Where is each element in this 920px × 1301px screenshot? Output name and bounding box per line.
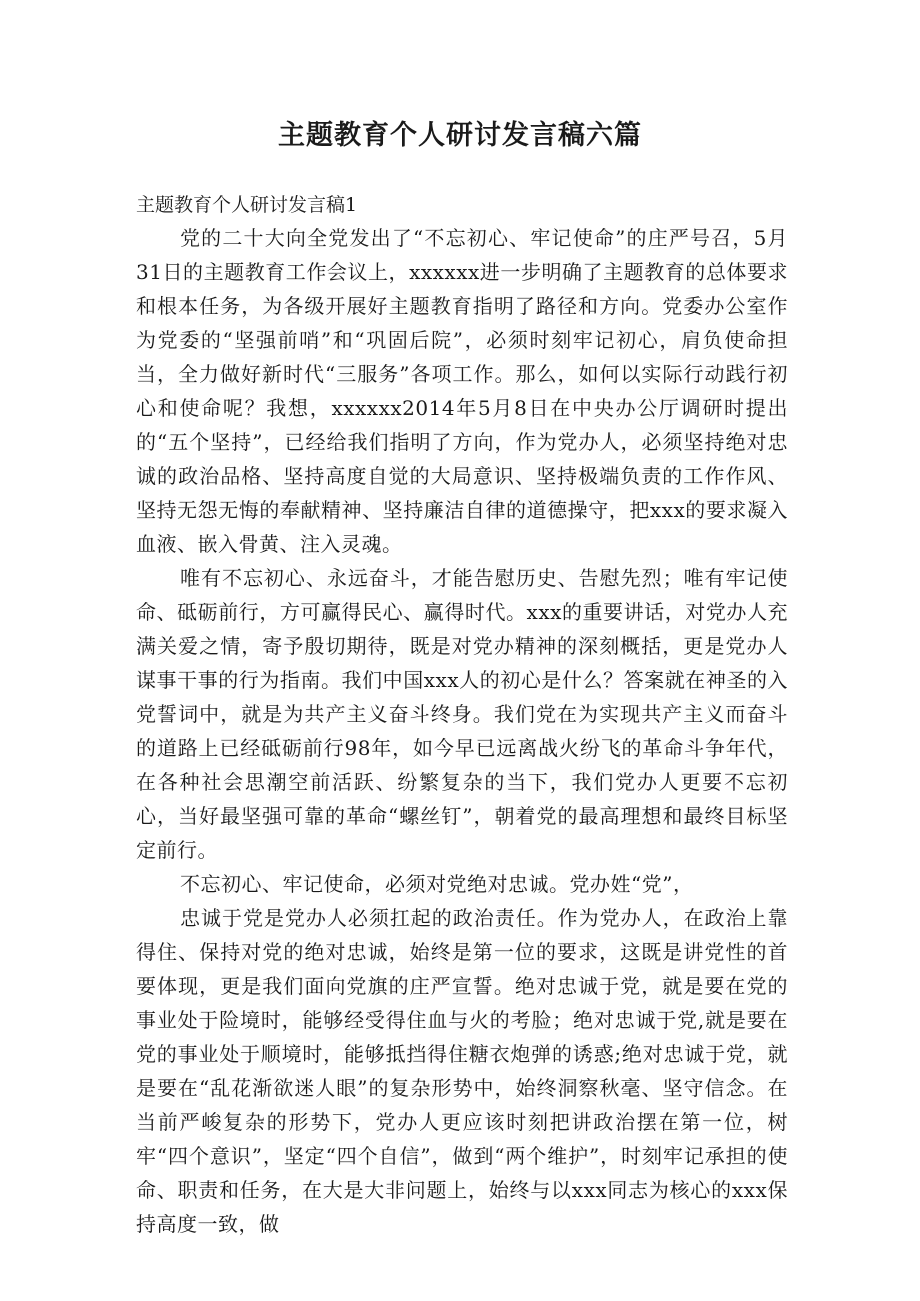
- document-title: 主题教育个人研讨发言稿六篇: [278, 120, 642, 151]
- section-heading: 主题教育个人研讨发言稿1: [136, 194, 358, 216]
- document-body: [136, 221, 788, 1241]
- paragraph-2: 唯有不忘初心、永远奋斗，才能告慰历史、告慰先烈；唯有牢记使命、砥砺前行，方可赢得民心、赢得时代。xxx的重要讲话，对党办人充满关爱之情，寄予殷切期待，既是对党办精神的深刻概括，更是党办人谋事干事的行为指南。我们中国xxx人的初心是什么？答案就在神圣的入党誓词中，就是为共产主义奋斗终身。我们党在为实现共产主义而奋斗的道路上已经砥砺前行98年，如今早已远离战火纷飞的革命斗争年代，在各种社会思潮空前活跃、纷繁复杂的当下，我们党办人更要不忘初心，当好最坚强可靠的革命“螺丝钉”，朝着党的最高理想和最终目标坚定前行。: [136, 566, 788, 862]
- paragraph-3: 不忘初心、牢记使命，必须对党绝对忠诚。党办姓“党”，: [180, 872, 694, 896]
- paragraph-4: 忠诚于党是党办人必须扛起的政治责任。作为党办人，在政治上靠得住、保持对党的绝对忠诚，始终是第一位的要求，这既是讲党性的首要体现，更是我们面向党旗的庄严宣誓。绝对忠诚于党，就是要在党的事业处于险境时，能够经受得住血与火的考脸；绝对忠诚于党,就是要在党的事业处于顺境时，能够抵挡得住糖衣炮弹的诱惑;绝对忠诚于党，就是要在“乱花渐欲迷人眼”的复杂形势中，始终洞察秋毫、坚守信念。在当前严峻复杂的形势下，党办人更应该时刻把讲政治摆在第一位，树牢“四个意识”，坚定“四个自信”，做到“两个维护”，时刻牢记承担的使命、职责和任务，在大是大非问题上，始终与以xxx同志为核心的xxx保持高度一致，做: [136, 906, 788, 1236]
- paragraph-1: 党的二十大向全党发出了“不忘初心、牢记使命”的庄严号召，5月31日的主题教育工作会议上，xxxxxx进一步明确了主题教育的总体要求和根本任务，为各级开展好主题教育指明了路径和方向。党委办公室作为党委的“坚强前哨”和“巩固后院”，必须时刻牢记初心，肩负使命担当，全力做好新时代“三服务”各项工作。那么，如何以实际行动践行初心和使命呢？我想，xxxxxx2014年5月8日在中央办公厅调研时提出的“五个坚持”，已经给我们指明了方向，作为党办人，必须坚持绝对忠诚的政治品格、坚持高度自觉的大局意识、坚持极端负责的工作作风、坚持无怨无悔的奉献精神、坚持廉洁自律的道德操守，把xxx的要求凝入血液、嵌入骨黄、注入灵魂。: [136, 226, 788, 556]
